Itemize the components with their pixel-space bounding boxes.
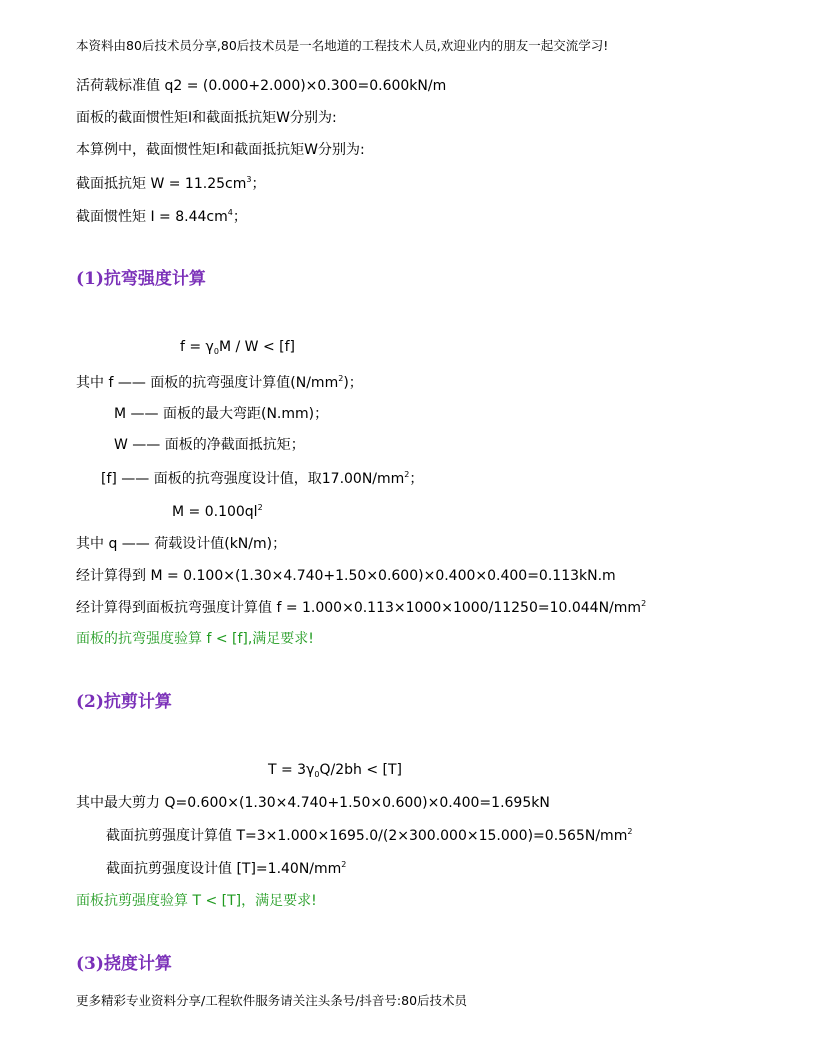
shear-design-value: 截面抗剪强度设计值 $[T]=1.40N/mm^2$ (106, 860, 347, 877)
bending-stress-calculation: 经计算得到面板抗弯强度计算值 $f = 1.000\times 0.113\times 1000\times 1000/11250=10.044N/mm^2$ (76, 599, 647, 616)
moment-formula: $M = 0.100ql^2$ (172, 503, 263, 520)
shear-stress-calculation: 截面抗剪强度计算值 $T=3\times 1.000\times 1695.0/(2\times 300.000\times 15.000)=0.565N/mm^2$ (106, 827, 633, 844)
moment-of-inertia-line: 截面惯性矩 $I = 8.44cm^4$； (76, 208, 247, 225)
definition-q: 其中 q —— 荷载设计值(kN/m)； (76, 536, 287, 552)
inertia-intro-line: 面板的截面惯性矩I和截面抵抗矩W分别为: (76, 110, 337, 126)
section-heading-shear: (2)抗剪计算 (76, 692, 172, 712)
section-heading-bending: (1)抗弯强度计算 (76, 269, 206, 289)
shear-check-result: 面板抗剪强度验算 T < [T]，满足要求! (76, 893, 317, 909)
definition-w: W —— 面板的净截面抵抗矩； (114, 437, 305, 453)
shear-formula: $T = 3\gamma_0Q/2bh < [T]$ (268, 762, 402, 779)
moment-calculation: 经计算得到 M = 0.100×(1.30×4.740+1.50×0.600)×0.400×0.400=0.113kN.m (76, 568, 616, 584)
live-load-line: 活荷载标准值 q2 = (0.000+2.000)×0.300=0.600kN/m (76, 78, 447, 94)
definition-m: M —— 面板的最大弯距(N.mm)； (114, 406, 329, 422)
example-intro-line: 本算例中，截面惯性矩I和截面抵抗矩W分别为: (76, 142, 365, 158)
bending-check-result: 面板的抗弯强度验算 f < [f],满足要求! (76, 631, 314, 647)
bending-formula: $f = \gamma_0M / W < [f]$ (180, 339, 295, 356)
section-modulus-line: 截面抵抗矩 $W = 11.25cm^3$； (76, 175, 266, 192)
page-header: 本资料由80后技术员分享,80后技术员是一名地道的工程技术人员,欢迎业内的朋友一起交流学习! (76, 38, 609, 53)
max-shear-line: 其中最大剪力 Q=0.600×(1.30×4.740+1.50×0.600)×0.400=1.695kN (76, 795, 550, 811)
section-heading-deflection: (3)挠度计算 (76, 954, 172, 974)
definition-f-design: [f] —— 面板的抗弯强度设计值，取$17.00N/mm^2$； (101, 470, 424, 487)
definition-f: 其中 f —— 面板的抗弯强度计算值$(N/mm^2)$； (76, 374, 363, 391)
page-footer: 更多精彩专业资料分享/工程软件服务请关注头条号/抖音号:80后技术员 (76, 993, 468, 1008)
